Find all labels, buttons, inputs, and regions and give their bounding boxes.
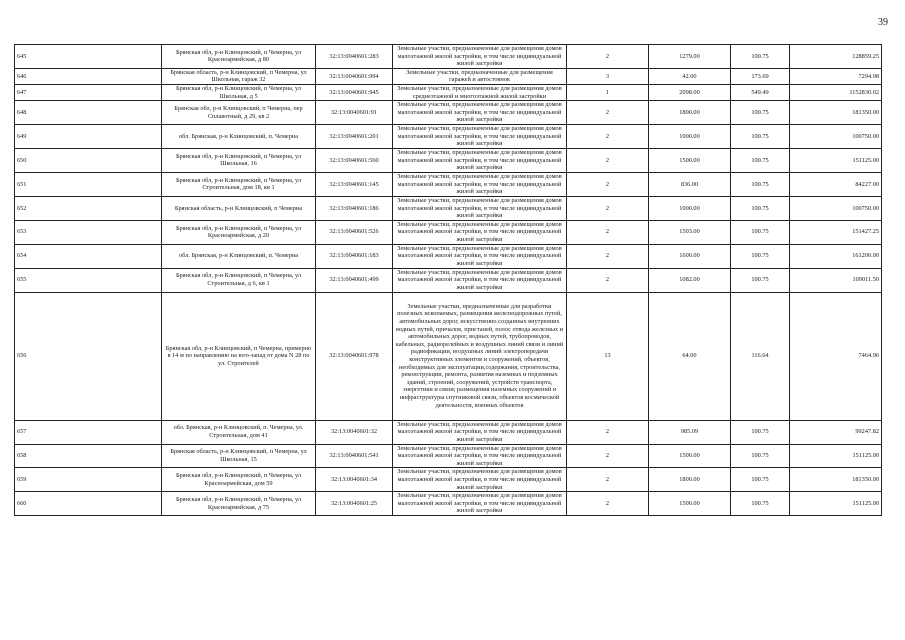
address-cell: Брянская область, р-н Клинцовский, п Чемерна — [162, 196, 316, 220]
use-group-cell: 2 — [567, 124, 649, 148]
permitted-use-cell: Земельные участки, предназначенные для размещения гаражей и автостоянок — [393, 68, 567, 84]
table-row — [15, 492, 882, 516]
row-number-cell: 649 — [15, 124, 162, 148]
cadastral-number-cell: 32:13:0040601:91 — [316, 101, 393, 125]
cadastral-value-cell: 99247.82 — [790, 420, 882, 444]
address-cell: Брянская обл, р-н Клинцовский, п Чемерна, ул Строительная, дом 18, кв 1 — [162, 172, 316, 196]
table-row — [15, 468, 882, 492]
cadastral-number-cell: 32:13:0040601:32 — [316, 420, 393, 444]
cadastral-value-cell: 151125.00 — [790, 492, 882, 516]
table-row — [15, 148, 882, 172]
use-group-cell: 2 — [567, 172, 649, 196]
table-row — [15, 292, 882, 420]
table-row — [15, 220, 882, 244]
permitted-use-cell: Земельные участки, предназначенные для размещения домов малоэтажной жилой застройки, в том числе индивидуальной жилой застройки — [393, 196, 567, 220]
specific-value-cell: 100.75 — [731, 220, 790, 244]
permitted-use-cell: Земельные участки, предназначенные для размещения домов малоэтажной жилой застройки, в том числе индивидуальной жилой застройки — [393, 172, 567, 196]
area-cell: 1503.00 — [649, 220, 731, 244]
area-cell: 64.00 — [649, 292, 731, 420]
row-number-cell: 647 — [15, 84, 162, 100]
area-cell: 985.09 — [649, 420, 731, 444]
cadastral-value-cell: 84227.00 — [790, 172, 882, 196]
row-number-cell: 657 — [15, 420, 162, 444]
address-cell: Брянская обл, р-н Клинцовский, п Чемерна, ул Красноармейская, д 20 — [162, 220, 316, 244]
cadastral-number-cell: 32:13:0040601:560 — [316, 148, 393, 172]
cadastral-value-cell: 109011.50 — [790, 268, 882, 292]
permitted-use-cell: Земельные участки, предназначенные для размещения домов малоэтажной жилой застройки, в том числе индивидуальной жилой застройки — [393, 492, 567, 516]
specific-value-cell: 100.75 — [731, 148, 790, 172]
specific-value-cell: 100.75 — [731, 101, 790, 125]
row-number-cell: 646 — [15, 68, 162, 84]
area-cell: 1000.00 — [649, 124, 731, 148]
cadastral-value-cell: 128859.25 — [790, 45, 882, 69]
cadastral-value-cell: 100750.00 — [790, 196, 882, 220]
row-number-cell: 655 — [15, 268, 162, 292]
use-group-cell: 2 — [567, 196, 649, 220]
use-group-cell: 2 — [567, 492, 649, 516]
cadastral-number-cell: 32:13:0040601:499 — [316, 268, 393, 292]
cadastral-number-cell: 32:13:0040601:994 — [316, 68, 393, 84]
row-number-cell: 648 — [15, 101, 162, 125]
cadastral-value-cell: 161200.00 — [790, 244, 882, 268]
permitted-use-cell: Земельные участки, предназначенные для размещения домов малоэтажной жилой застройки, в том числе индивидуальной жилой застройки — [393, 244, 567, 268]
use-group-cell: 2 — [567, 468, 649, 492]
area-cell: 1800.00 — [649, 468, 731, 492]
specific-value-cell: 100.75 — [731, 492, 790, 516]
row-number-cell: 653 — [15, 220, 162, 244]
address-cell: Брянская область, р-н Клинцовский, п Чемерна, ул Школьная, 15 — [162, 444, 316, 468]
row-number-cell: 656 — [15, 292, 162, 420]
specific-value-cell: 549.49 — [731, 84, 790, 100]
table-row — [15, 101, 882, 125]
specific-value-cell: 173.69 — [731, 68, 790, 84]
address-cell: Брянская обл, р-н Клинцовский, п Чемерна, ул Школьная, д 5 — [162, 84, 316, 100]
address-cell: Брянская обл, р-н Клинцовский, п Чемерна, ул Красноармейская, д 80 — [162, 45, 316, 69]
cadastral-number-cell: 32:13:0040601:145 — [316, 172, 393, 196]
area-cell: 1500.00 — [649, 444, 731, 468]
address-cell: Брянская обл, р-н Клинцовский, п Чемерна, ул Школьная, 16 — [162, 148, 316, 172]
cadastral-number-cell: 32:13:0040601:526 — [316, 220, 393, 244]
cadastral-value-cell: 181350.00 — [790, 468, 882, 492]
cadastral-value-cell: 7464.96 — [790, 292, 882, 420]
permitted-use-cell: Земельные участки, предназначенные для размещения домов малоэтажной жилой застройки, в том числе индивидуальной жилой застройки — [393, 468, 567, 492]
area-cell: 42.00 — [649, 68, 731, 84]
use-group-cell: 2 — [567, 220, 649, 244]
cadastral-number-cell: 32:13:0040601:25 — [316, 492, 393, 516]
address-cell: обл. Брянская, р-н Клинцовский, п. Чемерна — [162, 124, 316, 148]
area-cell: 1500.00 — [649, 148, 731, 172]
permitted-use-cell: Земельные участки, предназначенные для размещения домов малоэтажной жилой застройки, в том числе индивидуальной жилой застройки — [393, 101, 567, 125]
address-cell: Брянская обл, р-н Клинцовский, п Чемерна, примерно в 14 м по направлению на юго-запад от дома N 28 по ул. Строителей — [162, 292, 316, 420]
table-row — [15, 45, 882, 69]
specific-value-cell: 100.75 — [731, 444, 790, 468]
land-plots-table — [14, 44, 882, 516]
cadastral-value-cell: 1152830.02 — [790, 84, 882, 100]
table-row — [15, 124, 882, 148]
area-cell: 2098.00 — [649, 84, 731, 100]
row-number-cell: 645 — [15, 45, 162, 69]
row-number-cell: 654 — [15, 244, 162, 268]
address-cell: обл. Брянская, р-н Клинцовский, п. Чемерна, ул. Строительная, дом 41 — [162, 420, 316, 444]
specific-value-cell: 100.75 — [731, 420, 790, 444]
specific-value-cell: 100.75 — [731, 172, 790, 196]
permitted-use-cell: Земельные участки, предназначенные для разработки полезных ископаемых, размещения железнодорожных путей, автомобильных дорог, искусственно созданных внутренних водных путей, причалов, пристаней, полос отвода железных и автомобильных дорог, водных путей, трубопроводов, кабельных, радиорелейных и воздушных линий связи и линий радиофикации, воздушных линий электропередачи конструктивных элементов и сооружений, объектов, необходимых для эксплуатации,содержания, строительства, реконструкции, ремонта, развития наземных и подземных зданий, строений, сооружений, устройств транспорта, энергетики и связи; размещения наземных сооружений и инфраструктуры спутниковой связи, объектов космической деятельности, военных объектов — [393, 292, 567, 420]
specific-value-cell: 100.75 — [731, 45, 790, 69]
table-body — [15, 45, 882, 516]
cadastral-value-cell: 151427.25 — [790, 220, 882, 244]
use-group-cell: 13 — [567, 292, 649, 420]
cadastral-value-cell: 151125.00 — [790, 444, 882, 468]
area-cell: 1500.00 — [649, 492, 731, 516]
permitted-use-cell: Земельные участки, предназначенные для размещения домов малоэтажной жилой застройки, в том числе индивидуальной жилой застройки — [393, 45, 567, 69]
permitted-use-cell: Земельные участки, предназначенные для размещения домов малоэтажной жилой застройки, в том числе индивидуальной жилой застройки — [393, 148, 567, 172]
use-group-cell: 3 — [567, 68, 649, 84]
table-row — [15, 84, 882, 100]
row-number-cell: 652 — [15, 196, 162, 220]
address-cell: Брянская обл, р-н Клинцовский, п Чемерна, ул Красноармейская, д 75 — [162, 492, 316, 516]
table-row — [15, 444, 882, 468]
page-number: 39 — [878, 17, 888, 28]
permitted-use-cell: Земельные участки, предназначенные для размещения домов малоэтажной жилой застройки, в том числе индивидуальной жилой застройки — [393, 444, 567, 468]
table-row — [15, 172, 882, 196]
use-group-cell: 2 — [567, 444, 649, 468]
address-cell: Брянская обл, р-н Клинцовский, п Чемерна, пер Сплавотный, д 29, кв 2 — [162, 101, 316, 125]
cadastral-number-cell: 32:13:0040601:183 — [316, 244, 393, 268]
specific-value-cell: 100.75 — [731, 268, 790, 292]
use-group-cell: 2 — [567, 45, 649, 69]
use-group-cell: 2 — [567, 268, 649, 292]
address-cell: Брянская обл, р-н Клинцовский, п Чемерна, ул Красноармейская, дом 59 — [162, 468, 316, 492]
table-row — [15, 244, 882, 268]
use-group-cell: 2 — [567, 148, 649, 172]
cadastral-number-cell: 32:13:0040601:34 — [316, 468, 393, 492]
row-number-cell: 660 — [15, 492, 162, 516]
permitted-use-cell: Земельные участки, предназначенные для размещения домов малоэтажной жилой застройки, в том числе индивидуальной жилой застройки — [393, 124, 567, 148]
cadastral-value-cell: 151125.00 — [790, 148, 882, 172]
permitted-use-cell: Земельные участки, предназначенные для размещения домов малоэтажной жилой застройки, в том числе индивидуальной жилой застройки — [393, 420, 567, 444]
cadastral-number-cell: 32:13:0040601:945 — [316, 84, 393, 100]
permitted-use-cell: Земельные участки, предназначенные для размещения домов среднеэтажной и многоэтажной жилой застройки — [393, 84, 567, 100]
area-cell: 1800.00 — [649, 101, 731, 125]
cadastral-number-cell: 32:13:0040601:283 — [316, 45, 393, 69]
cadastral-value-cell: 100750.00 — [790, 124, 882, 148]
area-cell: 1000.00 — [649, 196, 731, 220]
row-number-cell: 658 — [15, 444, 162, 468]
specific-value-cell: 100.75 — [731, 124, 790, 148]
row-number-cell: 650 — [15, 148, 162, 172]
use-group-cell: 2 — [567, 244, 649, 268]
permitted-use-cell: Земельные участки, предназначенные для размещения домов малоэтажной жилой застройки, в том числе индивидуальной жилой застройки — [393, 220, 567, 244]
specific-value-cell: 100.75 — [731, 468, 790, 492]
table-row — [15, 68, 882, 84]
specific-value-cell: 116.64 — [731, 292, 790, 420]
cadastral-number-cell: 32:13:0040601:201 — [316, 124, 393, 148]
cadastral-number-cell: 32:13:0040601:186 — [316, 196, 393, 220]
table-row — [15, 420, 882, 444]
specific-value-cell: 100.75 — [731, 196, 790, 220]
specific-value-cell: 100.75 — [731, 244, 790, 268]
address-cell: обл. Брянская, р-н Клинцовский, п. Чемерна — [162, 244, 316, 268]
cadastral-number-cell: 32:13:0040601:978 — [316, 292, 393, 420]
cadastral-value-cell: 7294.98 — [790, 68, 882, 84]
row-number-cell: 651 — [15, 172, 162, 196]
row-number-cell: 659 — [15, 468, 162, 492]
permitted-use-cell: Земельные участки, предназначенные для размещения домов малоэтажной жилой застройки, в том числе индивидуальной жилой застройки — [393, 268, 567, 292]
area-cell: 1082.00 — [649, 268, 731, 292]
area-cell: 836.00 — [649, 172, 731, 196]
table-row — [15, 268, 882, 292]
table-row — [15, 196, 882, 220]
use-group-cell: 2 — [567, 420, 649, 444]
area-cell: 1600.00 — [649, 244, 731, 268]
address-cell: Брянская обл, р-н Клинцовский, п Чемерна, ул Строительная, д 6, кв 1 — [162, 268, 316, 292]
cadastral-number-cell: 32:13:0040601:541 — [316, 444, 393, 468]
area-cell: 1279.00 — [649, 45, 731, 69]
address-cell: Брянская область, р-н Клинцовский, п Чемерна, ул Школьная, гараж 32 — [162, 68, 316, 84]
cadastral-value-cell: 181350.00 — [790, 101, 882, 125]
use-group-cell: 1 — [567, 84, 649, 100]
use-group-cell: 2 — [567, 101, 649, 125]
